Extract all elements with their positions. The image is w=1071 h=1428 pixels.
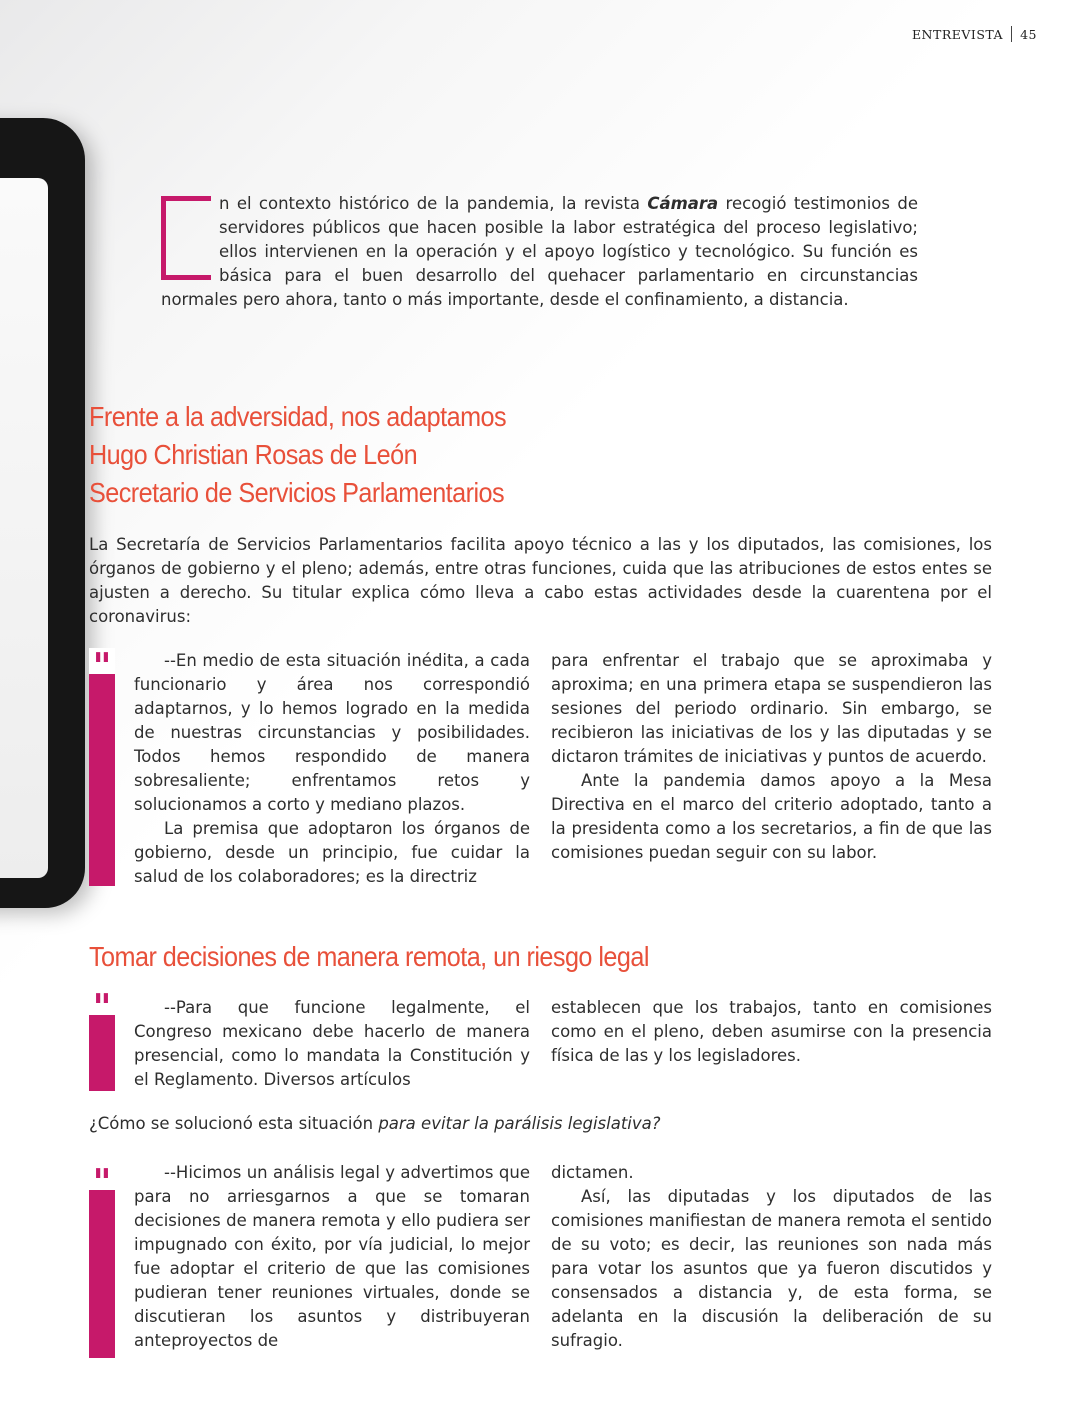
quote2-right-text: establecen que los trabajos, tanto en comisiones como en el pleno, deben asumirse con la presencia física de las y los legisladores. bbox=[551, 998, 992, 1065]
answer-left-column bbox=[134, 1161, 530, 1353]
quote2-left-text: --Para que funcione legalmente, el Congreso mexicano debe hacerlo de manera presencial, como lo mandata la Constitución y el Reglamento. Diversos artículos bbox=[134, 998, 530, 1089]
answer-left-text: --Hicimos un análisis legal y advertimos que para no arriesgarnos a que se tomaran decisiones de manera remota y ello pudiera ser impugnado con éxito, por vía judicial, lo mejor fue adoptar el criterio de que las comisiones pudieran tener reuniones virtuales, donde se discutieran los asuntos y distribuyeran anteproyectos de bbox=[134, 1163, 530, 1350]
section2-title: Tomar decisiones de manera remota, un riesgo legal bbox=[89, 941, 649, 972]
section1-interviewee-name: Hugo Christian Rosas de León bbox=[89, 439, 418, 470]
answer-right-p2: Así, las diputadas y los diputados de las comisiones manifiestan de manera remota el sentido de su voto; es decir, las reuniones son nada más para votar los asuntos que ya fueron discutidos y consensados a distancia y, de esta forma, se adelanta en la discusión la deliberación de su sufragio. bbox=[551, 1187, 992, 1350]
quote2-right-column bbox=[551, 996, 992, 1068]
quote1-left-p2: La premisa que adoptaron los órganos de gobierno, desde un principio, fue cuidar la salud de los colaboradores; es la directriz bbox=[134, 819, 530, 886]
dropcap-letter-e bbox=[161, 196, 211, 280]
quote-mark-icon: " bbox=[89, 989, 115, 1015]
quote-bar-2 bbox=[89, 987, 115, 1091]
tablet-device-image bbox=[0, 118, 85, 908]
answer-right-column bbox=[551, 1161, 992, 1353]
section1-title-line1: Frente a la adversidad, nos adaptamos bbox=[89, 401, 507, 432]
intro-paragraph bbox=[161, 192, 918, 312]
quote-mark-icon: " bbox=[89, 648, 115, 674]
quote1-right-p2: Ante la pandemia damos apoyo a la Mesa Directiva en el marco del criterio adoptado, tanto a la presidenta como a los secretarios, a fin de que las comisiones puedan seguir con su labor. bbox=[551, 771, 992, 862]
section-label: ENTREVISTA bbox=[911, 26, 1004, 42]
tablet-screen bbox=[0, 178, 48, 878]
quote1-right-p1: para enfrentar el trabajo que se aproximaba y aproxima; en una primera etapa se suspendieron las sesiones del periodo ordinario. Sin embargo, se recibieron las iniciativas de los y las diputadas y se dictaron trámites de iniciativas y puntos de acuerdo. bbox=[551, 651, 992, 766]
quote-mark-icon: " bbox=[89, 1164, 115, 1190]
quote-bar-3 bbox=[89, 1162, 115, 1358]
magazine-name: Cámara bbox=[647, 194, 719, 213]
intro-text-end: recogió testimonios de servidores públicos que hacen posible la labor estratégica del proceso legislativo; ellos intervienen en la operación y el apoyo logístico y tecnológico. Su función es básica para el buen desarrollo del quehacer parlamentario en circunstancias normales pero ahora, tanto o más importante, desde el confinamiento, a distancia. bbox=[161, 194, 918, 309]
quote2-left-column bbox=[134, 996, 530, 1092]
running-head bbox=[912, 26, 1037, 42]
section1-title bbox=[89, 398, 506, 512]
quote1-left-column bbox=[134, 649, 530, 889]
page-number: 45 bbox=[1020, 26, 1037, 42]
section1-lead: La Secretaría de Servicios Parlamentarios facilita apoyo técnico a las y los diputados, las comisiones, los órganos de gobierno y el pleno; además, entre otras funciones, cuida que las atribuciones de estos entes se ajusten a derecho. Su titular explica cómo lleva a cabo estas actividades desde la cuarentena por el coronavirus: bbox=[89, 535, 992, 626]
section1-interviewee-role: Secretario de Servicios Parlamentarios bbox=[89, 477, 505, 508]
question-text: ¿Cómo se solucionó esta situación bbox=[89, 1114, 379, 1133]
interview-question bbox=[89, 1112, 992, 1136]
quote1-right-column bbox=[551, 649, 992, 865]
answer-right-p1: dictamen. bbox=[551, 1163, 634, 1182]
question-italic-text: para evitar la parálisis legislativa? bbox=[378, 1114, 661, 1133]
intro-text-start: n el contexto histórico de la pandemia, la revista bbox=[219, 194, 648, 213]
quote1-left-p1: --En medio de esta situación inédita, a cada funcionario y área nos correspondió adaptarnos, y lo hemos logrado en la medida de nuestras circunstancias y posibilidades. Todos hemos respondido de manera sobresaliente; enfrentamos retos y solucionamos a corto y mediano plazos. bbox=[134, 651, 530, 814]
quote-bar-1 bbox=[89, 646, 115, 886]
header-divider bbox=[1011, 26, 1012, 42]
